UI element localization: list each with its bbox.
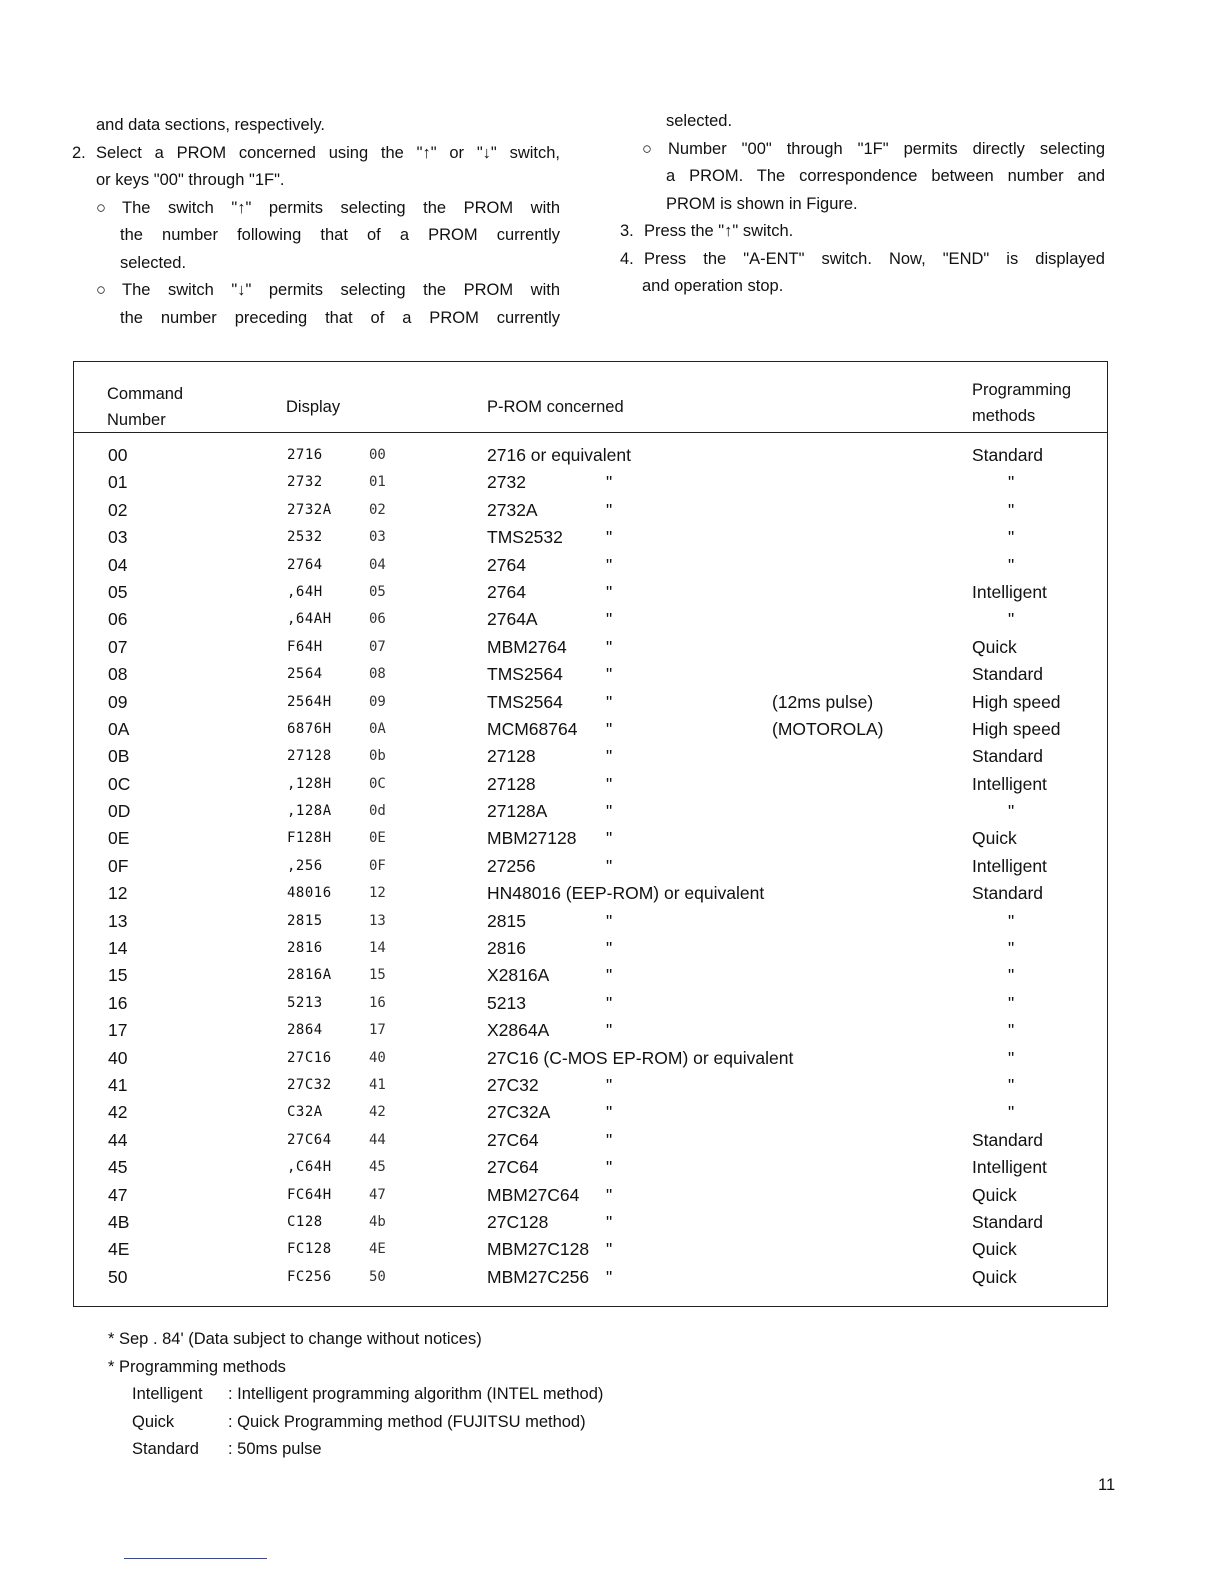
programming-method-cell: " — [1008, 992, 1015, 1013]
table-row — [74, 1099, 1107, 1126]
command-number-cell: 0F — [108, 855, 129, 876]
programming-method-cell: High speed — [972, 691, 1061, 712]
header-command-line-1: Command — [107, 385, 184, 403]
prom-name-cell: 27128 — [487, 773, 536, 794]
prom-name-cell: TMS2564 — [487, 691, 563, 712]
display-readout-cell: ,128H — [287, 775, 332, 792]
command-number-cell: 13 — [108, 910, 128, 931]
programming-method-cell: Quick — [972, 1239, 1017, 1260]
definition-text: : Quick Programming method (FUJITSU method) — [228, 1412, 586, 1431]
command-number-cell: 4E — [108, 1239, 130, 1260]
command-number-cell: 16 — [108, 992, 128, 1013]
display-code-cell: 04 — [369, 556, 386, 573]
programming-method-cell: " — [1008, 499, 1015, 520]
table-row — [74, 1072, 1107, 1099]
display-code-cell: 0d — [369, 803, 386, 820]
step-2-number: 2. — [72, 143, 86, 162]
header-command-number — [107, 381, 247, 433]
bullet-up-line-1 — [72, 195, 560, 223]
ditto-mark: " — [606, 527, 613, 548]
step-2-line-2: or keys "00" through "1F". — [96, 171, 285, 189]
display-code-cell: 17 — [369, 1022, 386, 1039]
prom-name-cell: 2764 — [487, 554, 526, 575]
ditto-mark: " — [606, 1239, 613, 1260]
programming-method-cell: " — [1008, 1047, 1015, 1068]
ditto-mark: " — [606, 773, 613, 794]
prom-name-cell: 2764 — [487, 581, 526, 602]
display-readout-cell: C32A — [287, 1104, 323, 1121]
command-number-cell: 03 — [108, 527, 128, 548]
display-code-cell: 16 — [369, 994, 386, 1011]
display-readout-cell: ,64H — [287, 583, 323, 600]
command-number-cell: 06 — [108, 609, 128, 630]
ditto-mark: " — [606, 472, 613, 493]
prom-name-cell: MBM27C128 — [487, 1239, 590, 1260]
programming-method-cell: Quick — [972, 636, 1017, 657]
command-number-cell: 12 — [108, 883, 128, 904]
table-header — [74, 362, 1107, 433]
bullet-circle-icon: ○ — [642, 139, 652, 158]
display-code-cell: 14 — [369, 940, 386, 957]
display-code-cell: 50 — [369, 1268, 386, 1285]
programming-method-cell: " — [1008, 801, 1015, 822]
ditto-mark: " — [606, 1074, 613, 1095]
ditto-mark: " — [606, 718, 613, 739]
display-readout-cell: 2816 — [287, 940, 323, 957]
programming-method-cell: Intelligent — [972, 855, 1047, 876]
command-number-cell: 15 — [108, 965, 128, 986]
step-4-line-1 — [620, 246, 1105, 274]
footnote-programming-methods: * Programming methods — [108, 1357, 286, 1376]
command-number-cell: 0E — [108, 828, 130, 849]
prom-name-cell: 2816 — [487, 938, 526, 959]
step-4-number: 4. — [620, 249, 634, 268]
prom-name-cell: TMS2532 — [487, 527, 563, 548]
ditto-mark: " — [606, 1157, 613, 1178]
command-number-cell: 47 — [108, 1184, 128, 1205]
bullet-number-line-2: a PROM. The correspondence between number and — [666, 167, 1105, 185]
display-readout-cell: ,256 — [287, 857, 323, 874]
programming-method-cell: Intelligent — [972, 773, 1047, 794]
display-readout-cell: FC256 — [287, 1268, 332, 1285]
step-2-line-1 — [72, 140, 560, 168]
bullet-down-line-2: the number preceding that of a PROM currently — [120, 308, 560, 327]
header-programming-methods — [972, 377, 1102, 429]
bullet-down-text: The switch "↓" permits selecting the PROM with — [122, 281, 560, 299]
display-code-cell: 40 — [369, 1049, 386, 1066]
prom-name-cell: 27C128 — [487, 1211, 549, 1232]
table-row — [74, 552, 1107, 579]
display-readout-cell: FC128 — [287, 1241, 332, 1258]
ditto-mark: " — [606, 1020, 613, 1041]
step-3-number: 3. — [620, 222, 634, 240]
bullet-number-line-3: PROM is shown in Figure. — [666, 194, 858, 213]
note-cell: (MOTOROLA) — [772, 718, 884, 739]
programming-method-cell: Standard — [972, 445, 1044, 465]
ditto-mark: " — [606, 801, 613, 822]
ditto-mark: " — [606, 828, 613, 849]
display-code-cell: 13 — [369, 912, 386, 929]
display-readout-cell: 5213 — [287, 994, 323, 1011]
display-code-cell: 41 — [369, 1076, 386, 1093]
command-number-cell: 4B — [108, 1211, 130, 1232]
ditto-mark: " — [606, 1129, 613, 1150]
display-code-cell: 44 — [369, 1131, 386, 1148]
bottom-rule — [124, 1558, 267, 1559]
table-row — [74, 853, 1107, 880]
display-code-cell: 03 — [369, 529, 386, 546]
ditto-mark: " — [606, 1266, 613, 1287]
display-readout-cell: ,C64H — [287, 1159, 332, 1176]
header-programming-line-1: Programming — [972, 381, 1072, 399]
continued-text-right: selected. — [666, 112, 733, 130]
table-row — [74, 743, 1107, 770]
programming-method-cell: Intelligent — [972, 581, 1047, 602]
table-row — [74, 579, 1107, 606]
prom-name-cell: 27C32 — [487, 1074, 539, 1095]
left-text-column — [72, 112, 560, 332]
table-row — [74, 689, 1107, 716]
step-2-text: Select a PROM concerned using the "↑" or "↓" switch, — [96, 143, 560, 162]
display-readout-cell: 27C32 — [287, 1076, 332, 1093]
header-display: Display — [286, 398, 341, 416]
display-readout-cell: 2864 — [287, 1022, 323, 1039]
table-row — [74, 935, 1107, 962]
command-number-cell: 05 — [108, 581, 128, 602]
display-readout-cell: C128 — [287, 1213, 323, 1230]
display-code-cell: 12 — [369, 885, 386, 902]
prom-name-cell: 27128 — [487, 746, 536, 767]
table-row — [74, 1017, 1107, 1044]
prom-name-cell: 2732A — [487, 499, 538, 520]
programming-method-cell: Standard — [972, 664, 1044, 685]
bullet-up-text: The switch "↑" permits selecting the PROM with — [122, 198, 560, 217]
programming-method-cell: " — [1008, 965, 1015, 986]
command-number-cell: 08 — [108, 664, 128, 685]
programming-method-cell: " — [1008, 910, 1015, 931]
bullet-up-line-3: selected. — [120, 253, 187, 272]
display-code-cell: 05 — [369, 583, 386, 600]
command-number-cell: 44 — [108, 1129, 128, 1150]
definition-text: : 50ms pulse — [228, 1440, 322, 1458]
bullet-circle-icon: ○ — [96, 281, 106, 299]
display-readout-cell: F128H — [287, 830, 332, 847]
command-number-cell: 0C — [108, 773, 131, 794]
ditto-mark: " — [606, 965, 613, 986]
table-row — [74, 1045, 1107, 1072]
prom-name-cell: 27128A — [487, 801, 548, 822]
table-row — [74, 1182, 1107, 1209]
table-row — [74, 606, 1107, 633]
display-code-cell: 06 — [369, 611, 386, 628]
table-row — [74, 497, 1107, 524]
ditto-mark: " — [606, 855, 613, 876]
display-code-cell: 01 — [369, 474, 386, 491]
programming-method-cell: " — [1008, 938, 1015, 959]
table-row — [74, 798, 1107, 825]
table-row — [74, 634, 1107, 661]
table-row — [74, 442, 1107, 469]
display-readout-cell: 2532 — [287, 529, 323, 546]
display-code-cell: 0A — [369, 720, 386, 737]
ditto-mark: " — [606, 746, 613, 767]
display-readout-cell: 2716 — [287, 447, 323, 463]
display-code-cell: 42 — [369, 1104, 386, 1121]
prom-name-cell: 27C32A — [487, 1102, 551, 1123]
command-number-cell: 0B — [108, 746, 130, 767]
display-code-cell: 0E — [369, 830, 386, 847]
display-readout-cell: 27C16 — [287, 1049, 332, 1066]
table-row — [74, 661, 1107, 688]
step-4-line-2: and operation stop. — [642, 277, 784, 295]
command-number-cell: 41 — [108, 1074, 128, 1095]
definition-term: Quick — [132, 1412, 175, 1431]
display-code-cell: 07 — [369, 638, 386, 655]
command-number-cell: 00 — [108, 445, 128, 465]
table-row — [74, 524, 1107, 551]
programming-method-cell: " — [1008, 1102, 1015, 1123]
programming-method-cell: Quick — [972, 828, 1017, 849]
ditto-mark: " — [606, 1184, 613, 1205]
right-text-column — [620, 108, 1105, 301]
programming-method-cell: Standard — [972, 883, 1044, 904]
programming-method-cell: Standard — [972, 1211, 1044, 1232]
footnote-date: * Sep . 84' (Data subject to change without notices) — [108, 1330, 482, 1348]
command-number-cell: 04 — [108, 554, 128, 575]
display-readout-cell: 2732 — [287, 474, 323, 491]
prom-name-cell: 27C16 (C-MOS EP-ROM) or equivalent — [487, 1047, 794, 1068]
continued-text: and data sections, respectively. — [96, 116, 325, 134]
table-row — [74, 1127, 1107, 1154]
header-prom-concerned: P-ROM concerned — [487, 398, 624, 416]
prom-name-cell: 2716 or equivalent — [487, 445, 631, 465]
ditto-mark: " — [606, 554, 613, 575]
header-command-line-2: Number — [107, 411, 166, 429]
bullet-circle-icon: ○ — [96, 198, 106, 217]
programming-method-cell: " — [1008, 527, 1015, 548]
display-readout-cell: 2564 — [287, 666, 323, 683]
programming-method-cell: Quick — [972, 1184, 1017, 1205]
display-code-cell: 02 — [369, 501, 386, 518]
ditto-mark: " — [606, 1211, 613, 1232]
prom-name-cell: X2816A — [487, 965, 550, 986]
prom-name-cell: MCM68764 — [487, 718, 578, 739]
display-readout-cell: 2815 — [287, 912, 323, 929]
display-code-cell: 09 — [369, 693, 386, 710]
ditto-mark: " — [606, 499, 613, 520]
display-code-cell: 4b — [369, 1213, 386, 1230]
prom-name-cell: MBM27128 — [487, 828, 577, 849]
prom-name-cell: MBM27C256 — [487, 1266, 590, 1287]
display-readout-cell: 27128 — [287, 748, 332, 765]
bullet-number-text: Number "00" through "1F" permits directly selecting — [668, 139, 1105, 158]
prom-table — [73, 361, 1108, 1307]
prom-name-cell: 5213 — [487, 992, 526, 1013]
step-4-text: Press the "A-ENT" switch. Now, "END" is displayed — [644, 249, 1105, 268]
prom-name-cell: 27C64 — [487, 1129, 539, 1150]
ditto-mark: " — [606, 664, 613, 685]
ditto-mark: " — [606, 992, 613, 1013]
bullet-number-line-1 — [620, 136, 1105, 164]
programming-method-cell: Quick — [972, 1266, 1017, 1287]
command-number-cell: 14 — [108, 938, 128, 959]
display-code-cell: 0b — [369, 748, 386, 765]
display-readout-cell: 2732A — [287, 501, 332, 518]
command-number-cell: 17 — [108, 1020, 128, 1041]
table-row — [74, 771, 1107, 798]
programming-method-cell: " — [1008, 1020, 1015, 1041]
ditto-mark: " — [606, 910, 613, 931]
ditto-mark: " — [606, 636, 613, 657]
command-number-cell: 40 — [108, 1047, 128, 1068]
command-number-cell: 42 — [108, 1102, 128, 1123]
programming-method-cell: Standard — [972, 1129, 1044, 1150]
display-code-cell: 47 — [369, 1186, 386, 1203]
table-row — [74, 1264, 1107, 1291]
command-number-cell: 02 — [108, 499, 128, 520]
programming-method-cell: " — [1008, 472, 1015, 493]
programming-method-cell: High speed — [972, 718, 1061, 739]
table-row — [74, 1236, 1107, 1263]
prom-name-cell: 2732 — [487, 472, 526, 493]
footnote-definition — [108, 1381, 603, 1409]
display-code-cell: 4E — [369, 1241, 386, 1258]
ditto-mark: " — [606, 938, 613, 959]
prom-name-cell: 2815 — [487, 910, 526, 931]
display-code-cell: 45 — [369, 1159, 386, 1176]
table-row — [74, 990, 1107, 1017]
display-readout-cell: 6876H — [287, 720, 332, 737]
ditto-mark: " — [606, 581, 613, 602]
note-cell: (12ms pulse) — [772, 691, 874, 712]
prom-name-cell: X2864A — [487, 1020, 550, 1041]
footnote-definition — [108, 1409, 603, 1437]
step-3 — [620, 218, 1105, 246]
programming-method-cell: " — [1008, 609, 1015, 630]
header-programming-line-2: methods — [972, 407, 1036, 425]
programming-method-cell: Standard — [972, 746, 1044, 767]
ditto-mark: " — [606, 691, 613, 712]
programming-method-cell: " — [1008, 1074, 1015, 1095]
table-row — [74, 962, 1107, 989]
prom-name-cell: HN48016 (EEP-ROM) or equivalent — [487, 883, 765, 904]
table-row — [74, 825, 1107, 852]
definition-term: Standard — [132, 1440, 199, 1458]
prom-name-cell: 2764A — [487, 609, 538, 630]
command-number-cell: 45 — [108, 1157, 128, 1178]
bullet-up-line-2: the number following that of a PROM currently — [120, 226, 560, 244]
prom-name-cell: 27C64 — [487, 1157, 539, 1178]
display-readout-cell: 2816A — [287, 967, 332, 984]
programming-method-cell: " — [1008, 554, 1015, 575]
table-row — [74, 469, 1107, 496]
command-number-cell: 50 — [108, 1266, 128, 1287]
display-readout-cell: 2764 — [287, 556, 323, 573]
table-row — [74, 1154, 1107, 1181]
footnotes — [108, 1326, 603, 1464]
table-body — [74, 442, 1107, 1291]
programming-method-cell: Intelligent — [972, 1157, 1047, 1178]
prom-name-cell: MBM2764 — [487, 636, 567, 657]
ditto-mark: " — [606, 609, 613, 630]
table-row — [74, 908, 1107, 935]
ditto-mark: " — [606, 1102, 613, 1123]
prom-name-cell: MBM27C64 — [487, 1184, 580, 1205]
table-row — [74, 1209, 1107, 1236]
display-readout-cell: F64H — [287, 638, 323, 655]
command-number-cell: 07 — [108, 636, 128, 657]
display-readout-cell: 27C64 — [287, 1131, 332, 1148]
page-number: 11 — [1098, 1476, 1116, 1494]
command-number-cell: 0A — [108, 718, 130, 739]
display-code-cell: 08 — [369, 666, 386, 683]
display-readout-cell: FC64H — [287, 1186, 332, 1203]
display-readout-cell: 2564H — [287, 693, 332, 710]
step-3-text: Press the "↑" switch. — [644, 222, 794, 240]
table-row — [74, 716, 1107, 743]
display-code-cell: 0C — [369, 775, 386, 792]
definition-term: Intelligent — [132, 1385, 203, 1403]
display-code-cell: 15 — [369, 967, 386, 984]
display-readout-cell: ,64AH — [287, 611, 332, 628]
prom-name-cell: 27256 — [487, 855, 536, 876]
definition-text: : Intelligent programming algorithm (INTEL method) — [228, 1385, 604, 1403]
display-readout-cell: 48016 — [287, 885, 332, 902]
command-number-cell: 09 — [108, 691, 128, 712]
command-number-cell: 0D — [108, 801, 131, 822]
footnote-definition — [108, 1436, 603, 1464]
display-readout-cell: ,128A — [287, 803, 332, 820]
command-number-cell: 01 — [108, 472, 128, 493]
table-row — [74, 880, 1107, 907]
prom-name-cell: TMS2564 — [487, 664, 563, 685]
display-code-cell: 0F — [369, 857, 386, 874]
display-code-cell: 00 — [369, 447, 386, 463]
bullet-down-line-1 — [72, 277, 560, 305]
